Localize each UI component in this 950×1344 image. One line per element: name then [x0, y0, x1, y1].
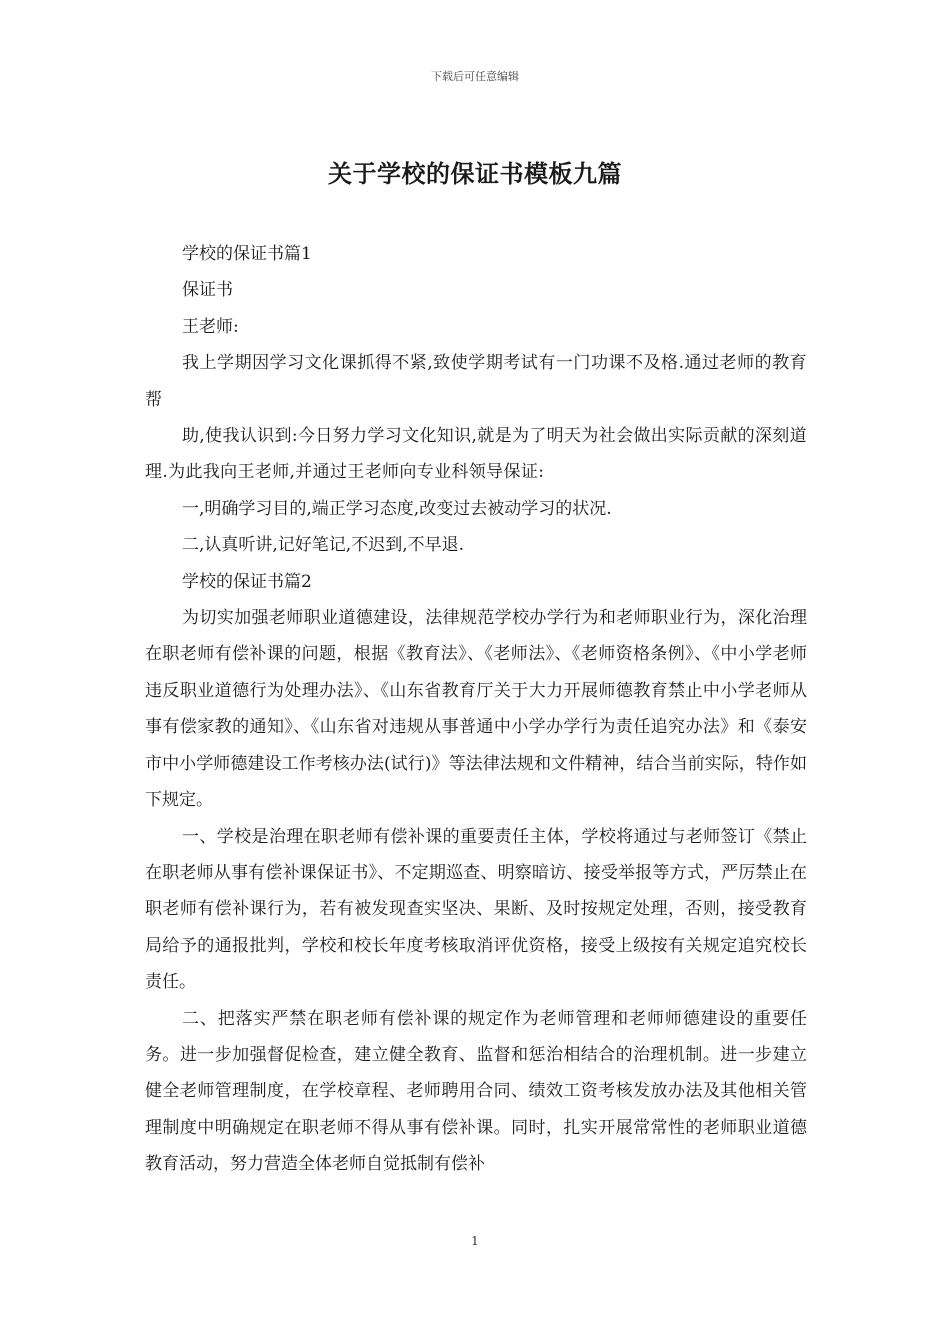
section-heading-2: 学校的保证书篇2 [182, 571, 312, 592]
letter-salutation: 王老师: [182, 316, 239, 337]
document-body [145, 236, 807, 1183]
body-paragraph: 助,使我认识到:今日努力学习文化知识,就是为了明天为社会做出实际贡献的深刻道理.为此我向王老师,并通过王老师向专业科领导保证: [145, 426, 807, 483]
body-paragraph: 一、学校是治理在职老师有偿补课的重要责任主体，学校将通过与老师签订《禁止在职老师从事有偿补课保证书》、不定期巡查、明察暗访、接受举报等方式，严厉禁止在职老师有偿补课行为，若有被发现查实坚决、果断、及时按规定处理，否则，接受教育局给予的通报批判，学校和校长年度考核取消评优资格，接受上级按有关规定追究校长责任。 [145, 826, 807, 993]
body-paragraph: 一,明确学习目的,端正学习态度,改变过去被动学习的状况. [182, 498, 612, 519]
body-paragraph: 为切实加强老师职业道德建设，法律规范学校办学行为和老师职业行为，深化治理在职老师有偿补课的问题，根据《教育法》、《老师法》、《老师资格条例》、《中小学老师违反职业道德行为处理办法》、《山东省教育厅关于大力开展师德教育禁止中小学老师从事有偿家教的通知》、《山东省对违规从事普通中小学办学行为责任追究办法》和《泰安市中小学师德建设工作考核办法(试行)》等法律法规和文件精神，结合当前实际，特作如下规定。 [145, 608, 807, 811]
body-paragraph: 二,认真听讲,记好笔记,不迟到,不早退. [182, 535, 465, 556]
section-heading-1: 学校的保证书篇1 [182, 244, 312, 264]
letter-title: 保证书 [182, 280, 233, 301]
document-title: 关于学校的保证书模板九篇 [328, 160, 622, 188]
body-paragraph: 我上学期因学习文化课抓得不紧,致使学期考试有一门功课不及格.通过老师的教育帮 [145, 353, 807, 410]
body-paragraph: 二、把落实严禁在职老师有偿补课的规定作为老师管理和老师师德建设的重要任务。进一步加强督促检查，建立健全教育、监督和惩治相结合的治理机制。进一步建立健全老师管理制度，在学校章程、老师聘用合同、绩效工资考核发放办法及其他相关管理制度中明确规定在职老师不得从事有偿补课。同时，扎实开展常常性的老师职业道德教育活动，努力营造全体老师自觉抵制有偿补 [145, 1008, 807, 1175]
page-header-note: 下载后可任意编辑 [431, 70, 519, 83]
page-number: 1 [471, 1234, 479, 1248]
